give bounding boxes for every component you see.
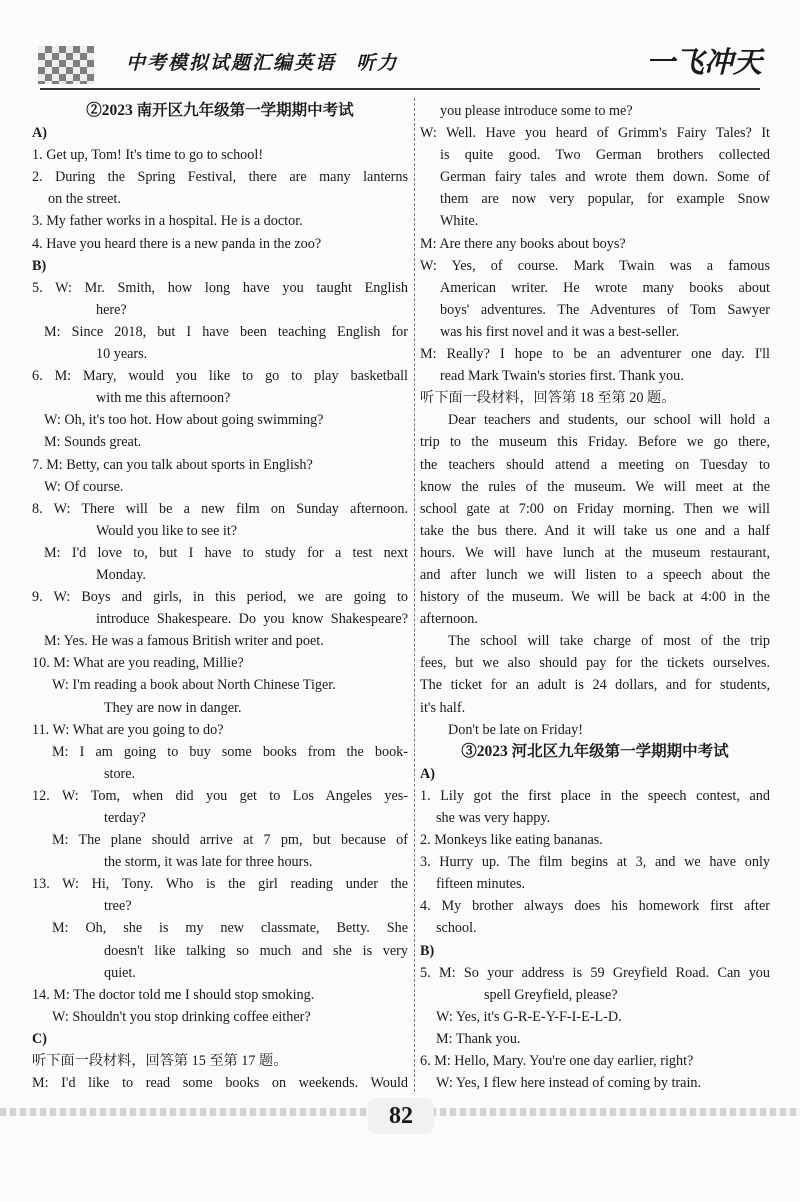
text-line: They are now in danger. [104, 699, 242, 716]
text-line: W: Yes, of course. Mark Twain was a famous [420, 257, 770, 274]
text-line: is quite good. Two German brothers collected [440, 147, 770, 164]
text-line: fifteen minutes. [436, 876, 526, 893]
text-line: 5. W: Mr. Smith, how long have you taught English [32, 279, 408, 296]
text-line: 11. W: What are you going to do? [32, 721, 224, 738]
text-line: M: Thank you. [436, 1030, 521, 1047]
text-line: 14. M: The doctor told me I should stop smoking. [32, 986, 315, 1003]
text-line: M: I am going to buy some books from the book- [52, 743, 408, 760]
text-line: Monday. [96, 566, 146, 583]
text-line: M: I'd love to, but I have to study for a test next [44, 544, 408, 561]
text-line: spell Greyfield, please? [484, 986, 618, 1003]
part-label: A) [32, 125, 47, 142]
text-line: M: Sounds great. [44, 434, 142, 451]
text-line: you please introduce some to me? [440, 103, 633, 119]
text-line: W: Of course. [44, 478, 124, 495]
text-line: 9. W: Boys and girls, in this period, we are going to [32, 589, 408, 606]
text-line: 6. M: Mary, would you like to go to play basketball [32, 368, 408, 385]
text-line: W: Yes, I flew here instead of coming by train. [436, 1075, 702, 1092]
text-line: the teachers should attend a meeting on Tuesday to [420, 456, 770, 473]
text-line: on the street. [48, 191, 121, 208]
text-line: doesn't like talking so much and she is very [104, 942, 408, 959]
text-line: the storm, it was late for three hours. [104, 854, 313, 871]
text-line: here? [96, 301, 127, 318]
text-line: history of the museum. We will be back at 4:00 in the [420, 589, 770, 606]
right-column [420, 100, 770, 1094]
text-line: W: Well. Have you heard of Grimm's Fairy Tales? It [420, 125, 770, 142]
brand-logo: 一飞冲天 [646, 47, 763, 79]
text-line: The ticket for an adult is 24 dollars, and for students, [420, 677, 770, 694]
column-divider [414, 98, 415, 1092]
text-line: hours. We will have lunch at the museum restaurant, [420, 544, 770, 561]
text-line: Dear teachers and students, our school will hold a [448, 412, 770, 429]
text-line: 听下面一段材料，回答第 18 至第 20 题。 [420, 390, 676, 407]
text-line: 1. Lily got the first place in the speech contest, and [420, 787, 770, 804]
text-line: trip to the museum this Friday. Before we go there, [420, 434, 770, 451]
text-line: 12. W: Tom, when did you get to Los Angeles yes- [32, 787, 408, 804]
part-label: B) [32, 257, 47, 274]
part-label: B) [420, 942, 435, 959]
text-line: M: Since 2018, but I have been teaching English for [44, 323, 408, 340]
text-line: she was very happy. [436, 810, 551, 826]
text-line: White. [440, 213, 479, 230]
text-line: 8. W: There will be a new film on Sunday afternoon. [32, 500, 408, 517]
text-line: M: Are there any books about boys? [420, 235, 626, 252]
page-header [0, 0, 800, 92]
text-line: know the rules of the museum. We will meet at the [420, 478, 770, 495]
text-line: W: Shouldn't you stop drinking coffee either? [52, 1008, 311, 1025]
text-line: 2. During the Spring Festival, there are many lanterns [32, 169, 408, 186]
part-label: A) [420, 765, 435, 782]
text-line: was his first novel and it was a best-seller. [440, 323, 680, 340]
page-number: 82 [368, 1098, 434, 1134]
text-line: it's half. [420, 699, 466, 716]
text-line: tree? [104, 898, 132, 915]
text-line: 7. M: Betty, can you talk about sports in English? [32, 456, 313, 473]
text-line: 13. W: Hi, Tony. Who is the girl reading under the [32, 876, 408, 893]
text-line: W: Yes, it's G-R-E-Y-F-I-E-L-D. [436, 1008, 622, 1025]
text-line: school. [436, 920, 477, 937]
text-line: 1. Get up, Tom! It's time to go to school! [32, 147, 264, 164]
text-line: 2. Monkeys like eating bananas. [420, 832, 603, 849]
text-line: 10 years. [96, 346, 148, 363]
text-line: 听下面一段材料，回答第 15 至第 17 题。 [32, 1053, 288, 1070]
text-line: 4. My brother always does his homework first after [420, 898, 770, 915]
text-line: American writer. He wrote many books about [440, 279, 770, 296]
text-line: 5. M: So your address is 59 Greyfield Road. Can you [420, 964, 770, 981]
text-line: M: The plane should arrive at 7 pm, but because of [52, 832, 408, 849]
text-line: boys' adventures. The Adventures of Tom Sawyer [440, 301, 770, 318]
text-line: Would you like to see it? [96, 522, 238, 539]
text-line: 10. M: What are you reading, Millie? [32, 655, 244, 672]
text-line: W: Oh, it's too hot. How about going swimming? [44, 412, 324, 429]
text-line: introduce Shakespeare. Do you know Shakespeare? [96, 611, 408, 628]
text-line: terday? [104, 810, 146, 826]
text-line: M: Really? I hope to be an adventurer one day. I'll [420, 346, 770, 363]
checkered-logo-icon [38, 46, 94, 84]
text-line: M: Oh, she is my new classmate, Betty. She [52, 920, 408, 937]
text-line: store. [104, 765, 136, 782]
section-heading: ②2023 南开区九年级第一学期期中考试 [86, 102, 354, 119]
text-line: and after lunch we will listen to a speech about the [420, 566, 770, 583]
text-line: take the bus there. And it will take us one and a half [420, 522, 770, 539]
part-label: C) [32, 1030, 47, 1047]
text-line: W: I'm reading a book about North Chinese Tiger. [52, 677, 336, 694]
text-line: M: Yes. He was a famous British writer and poet. [44, 633, 324, 650]
text-line: German fairy tales and wrote them down. Some of [440, 169, 770, 186]
text-line: 3. Hurry up. The film begins at 3, and we have only [420, 854, 770, 871]
text-line: quiet. [104, 964, 136, 981]
text-line: M: I'd like to read some books on weekends. Would [32, 1075, 408, 1092]
text-line: them are now very popular, for example Snow [440, 191, 770, 208]
book-title: 中考模拟试题汇编英语 听力 [126, 53, 399, 74]
text-line: Don't be late on Friday! [448, 721, 583, 738]
text-line: school gate at 7:00 on Friday morning. Then we will [420, 500, 770, 517]
text-line: 6. M: Hello, Mary. You're one day earlier, right? [420, 1053, 694, 1070]
left-column [32, 100, 408, 1094]
text-line: 3. My father works in a hospital. He is a doctor. [32, 213, 303, 230]
text-line: 4. Have you heard there is a new panda in the zoo? [32, 235, 322, 252]
text-line: with me this afternoon? [96, 390, 231, 407]
header-rule [40, 88, 760, 90]
text-line: The school will take charge of most of the trip [448, 633, 770, 650]
section-heading: ③2023 河北区九年级第一学期期中考试 [461, 742, 729, 760]
text-line: afternoon. [420, 611, 478, 628]
text-line: read Mark Twain's stories first. Thank you. [440, 368, 684, 385]
text-line: fees, but we also should pay for the tickets ourselves. [420, 655, 770, 672]
